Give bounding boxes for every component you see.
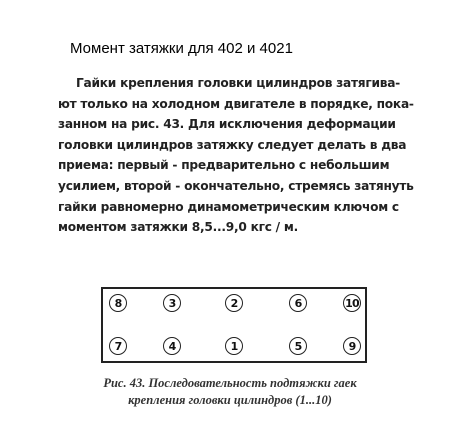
figure-caption xyxy=(70,375,390,409)
cylinder-head-diagram xyxy=(101,287,367,363)
paragraph-line: Гайки крепления головки цилиндров затягива- xyxy=(76,76,400,90)
bolt-marker: 1 xyxy=(225,337,243,355)
paragraph-line: головки цилиндров затяжку следует делать в два xyxy=(58,137,407,152)
bolt-marker: 10 xyxy=(343,294,361,312)
paragraph-line: моментом затяжки 8,5...9,0 кгс / м. xyxy=(58,220,298,235)
paragraph-line: гайки равномерно динамометрическим ключом с xyxy=(58,199,399,214)
paragraph-line: приема: первый - предварительно с небольшим xyxy=(58,158,390,173)
bolt-marker: 6 xyxy=(289,294,307,312)
paragraph-line: усилием, второй - окончательно, стремясь затянуть xyxy=(58,178,414,193)
bolt-marker: 3 xyxy=(163,294,181,312)
bolt-marker: 7 xyxy=(109,337,127,355)
bolt-marker: 4 xyxy=(163,337,181,355)
bolt-marker: 5 xyxy=(289,337,307,355)
bolt-marker: 9 xyxy=(343,337,361,355)
paragraph-line: ют только на холодном двигателе в порядке, пока- xyxy=(58,96,414,111)
instruction-paragraph xyxy=(58,73,432,238)
paragraph-line: занном на рис. 43. Для исключения деформации xyxy=(58,117,396,132)
bolt-marker: 8 xyxy=(109,294,127,312)
caption-line: Рис. 43. Последовательность подтяжки гаек xyxy=(103,376,357,390)
page-heading: Момент затяжки для 402 и 4021 xyxy=(70,40,293,57)
bolt-marker: 2 xyxy=(225,294,243,312)
caption-line: крепления головки цилиндров (1...10) xyxy=(128,393,332,407)
